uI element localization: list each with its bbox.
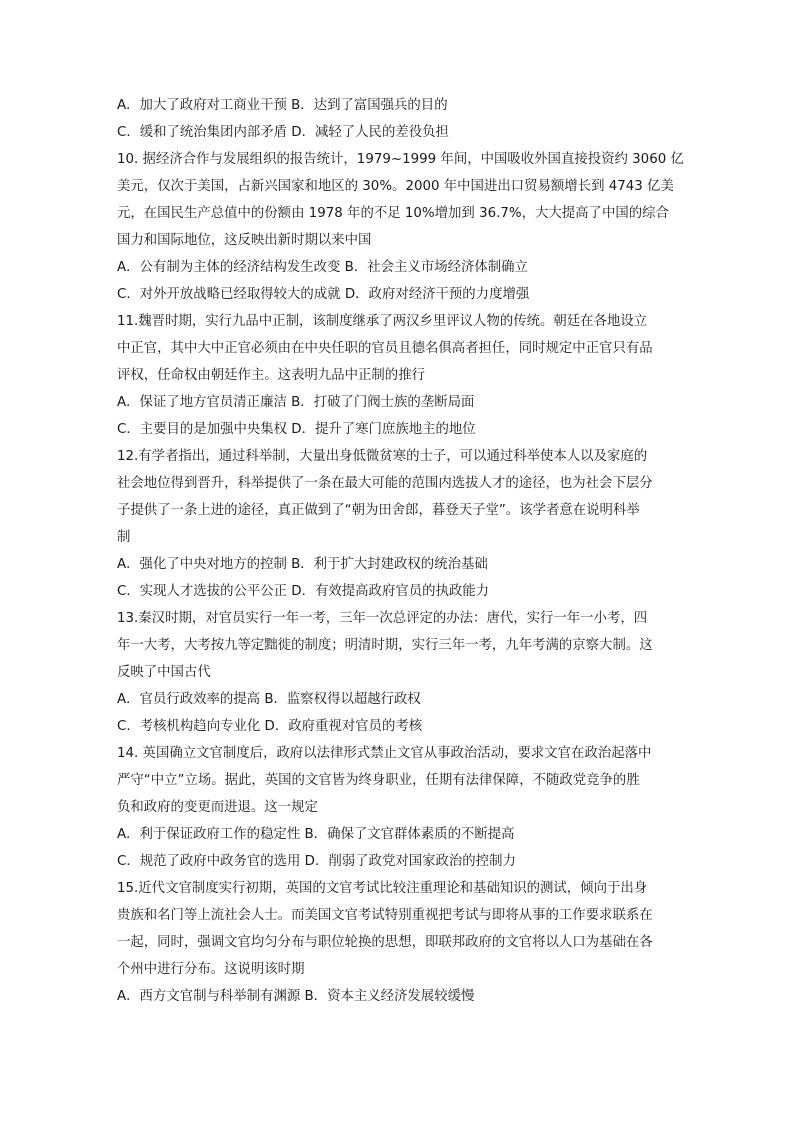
- question-stem-line: 10. 据经济合作与发展组织的报告统计，1979~1999 年间，中国吸收外国直接投资约 3060 亿: [117, 152, 684, 167]
- question-9-options: [117, 92, 677, 146]
- question-15: [117, 875, 677, 1010]
- question-stem-line: 国力和国际地位，这反映出新时期以来中国: [117, 233, 372, 248]
- option-line: C．缓和了统治集团内部矛盾 D．减轻了人民的差役负担: [117, 125, 449, 140]
- question-stem-line: 美元，仅次于美国，占新兴国家和地区的 30%。2000 年中国进出口贸易额增长到 4743 亿美: [117, 179, 674, 194]
- option-line: A．官员行政效率的提高 B．监察权得以超越行政权: [117, 692, 421, 707]
- question-stem-line: 贵族和名门等上流社会人士。而美国文官考试特别重视把考试与即将从事的工作要求联系在: [117, 908, 653, 923]
- exam-questions: [117, 92, 684, 1010]
- question-stem-line: 严守“中立”立场。据此，英国的文官皆为终身职业，任期有法律保障，不随政党竞争的胜: [117, 773, 640, 788]
- option-line: A．加大了政府对工商业干预 B．达到了富国强兵的目的: [117, 98, 448, 113]
- question-stem-line: 社会地位得到晋升，科举提供了一条在最大可能的范围内选拔人才的途径，也为社会下层分: [117, 476, 653, 491]
- question-stem-line: 反映了中国古代: [117, 665, 211, 680]
- option-line: C．对外开放战略已经取得较大的成就 D．政府对经济干预的力度增强: [117, 287, 530, 302]
- question-stem-line: 12.有学者指出，通过科举制，大量出身低微贫寒的士子，可以通过科举使本人以及家庭的: [117, 449, 648, 464]
- question-stem-line: 评权，任命权由朝廷作主。这表明九品中正制的推行: [117, 368, 425, 383]
- option-line: C．主要目的是加强中央集权 D．提升了寒门庶族地主的地位: [117, 422, 476, 437]
- question-stem-line: 制: [117, 530, 131, 545]
- question-12: [117, 443, 677, 605]
- option-line: C．考核机构趋向专业化 D．政府重视对官员的考核: [117, 719, 423, 734]
- option-line: A．利于保证政府工作的稳定性 B．确保了文官群体素质的不断提高: [117, 827, 515, 842]
- option-line: A．强化了中央对地方的控制 B．利于扩大封建政权的统治基础: [117, 557, 488, 572]
- question-stem-line: 一起，同时，强调文官均匀分布与职位轮换的思想，即联邦政府的文官将以人口为基础在各: [117, 935, 653, 950]
- question-stem-line: 15.近代文官制度实行初期，英国的文官考试比较注重理论和基础知识的测试，倾向于出身: [117, 881, 648, 896]
- option-line: C．实现人才选拔的公平公正 D．有效提高政府官员的执政能力: [117, 584, 490, 599]
- option-line: A．公有制为主体的经济结构发生改变 B．社会主义市场经济体制确立: [117, 260, 528, 275]
- question-stem-line: 13.秦汉时期，对官员实行一年一考，三年一次总评定的办法：唐代，实行一年一小考，四: [117, 611, 648, 626]
- option-line: A．保证了地方官员清正廉洁 B．打破了门阀士族的垄断局面: [117, 395, 475, 410]
- question-stem-line: 个州中进行分布。这说明该时期: [117, 962, 305, 977]
- question-11: [117, 308, 677, 443]
- question-stem-line: 11.魏晋时期，实行九品中正制，该制度继承了两汉乡里评议人物的传统。朝廷在各地设立: [117, 314, 648, 329]
- question-14: [117, 740, 677, 875]
- question-13: [117, 605, 677, 740]
- option-line: C．规范了政府中政务官的选用 D．削弱了政党对国家政治的控制力: [117, 854, 516, 869]
- question-stem-line: 子提供了一条上进的途径，真正做到了“朝为田舍郎，暮登天子堂”。该学者意在说明科举: [117, 503, 640, 518]
- question-stem-line: 14. 英国确立文官制度后，政府以法律形式禁止文官从事政治活动，要求文官在政治起落中: [117, 746, 652, 761]
- question-10: [117, 146, 684, 308]
- question-stem-line: 中正官，其中大中正官必须由在中央任职的官员且德名俱高者担任，同时规定中正官只有品: [117, 341, 653, 356]
- option-line: A．西方文官制与科举制有渊源 B．资本主义经济发展较缓慢: [117, 989, 475, 1004]
- question-stem-line: 元，在国民生产总值中的份额由 1978 年的不足 10%增加到 36.7%，大大提高了中国的综合: [117, 206, 669, 221]
- question-stem-line: 负和政府的变更而进退。这一规定: [117, 800, 318, 815]
- question-stem-line: 年一大考，大考按九等定黜徙的制度；明清时期，实行三年一考，九年考满的京察大制。这: [117, 638, 653, 653]
